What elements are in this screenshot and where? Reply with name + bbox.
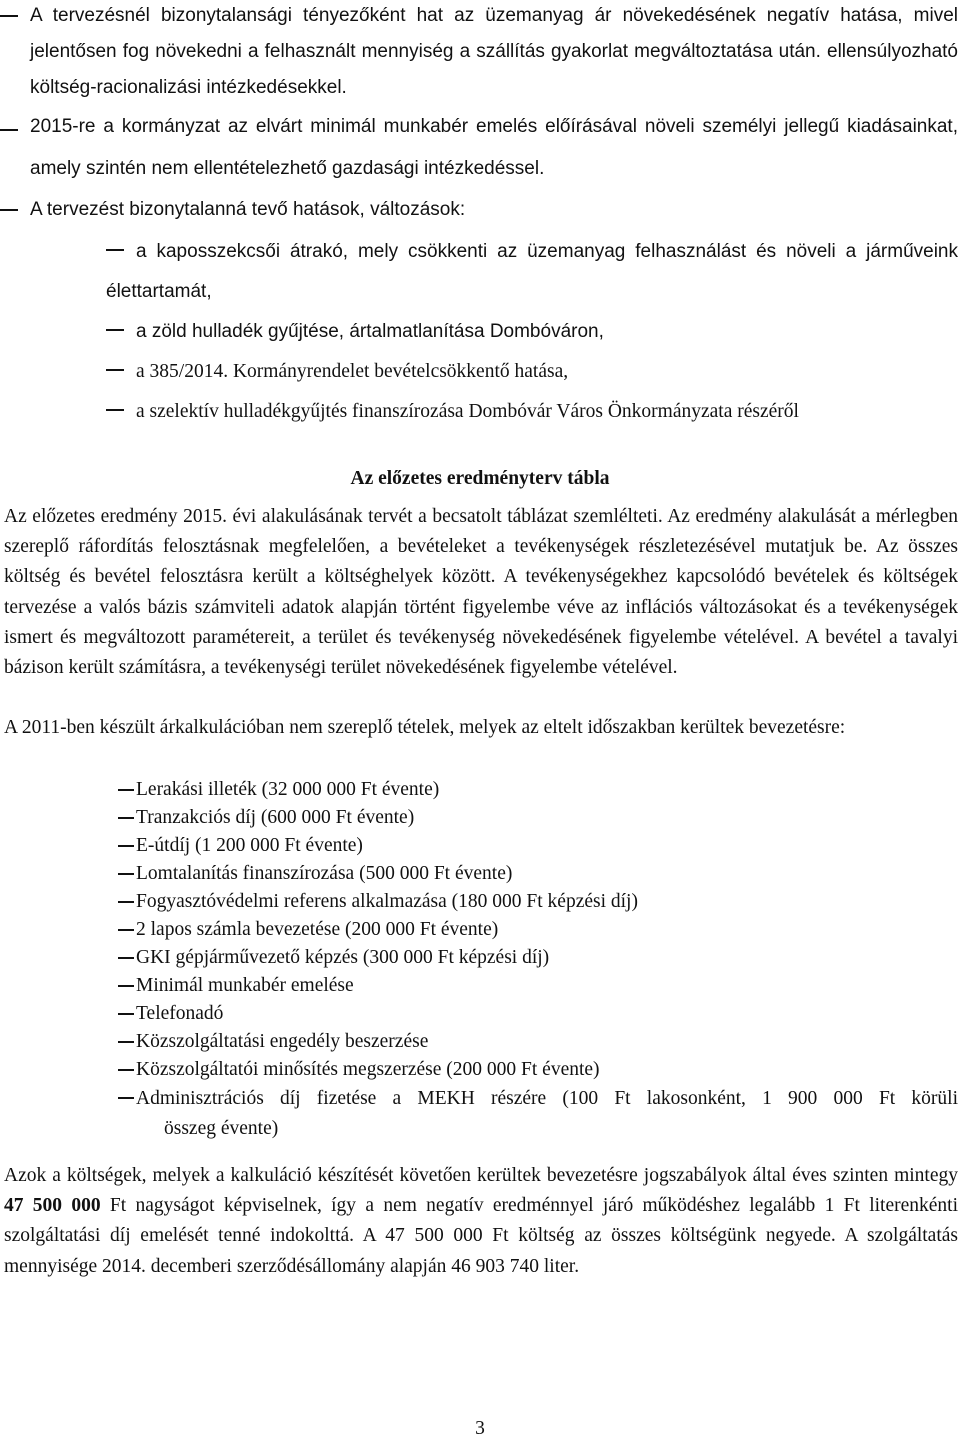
cost-items-list [118, 776, 958, 1140]
list-item [118, 1084, 958, 1140]
dash-marker [118, 1013, 134, 1015]
paragraph-preliminary-result: Az előzetes eredmény 2015. évi alakulásának tervét a becsatolt táblázat szemlélteti. Az eredmény alakulását a mérlegben szereplő ráfordítás felosztásnak megfelelően, a bevételeket a tevékenységek részletezésével mutatjuk be. Az összes költség és bevétel felosztásra került a költséghelyek között. A tevékenységekhez kapcsolódó bevételek és költségek tervezése a valós bázis számviteli adatok alapján történt figyelembe véve az inflációs változásokat és a tevékenységek ismert és megváltozott paramétereit, a terület és tevékenység növekedésének figyelembe vételével. A bevétel a tavalyi bázison került számításra, a tevékenységi terület növekedésének figyelembe vételével. [4, 506, 958, 679]
dash-marker [106, 352, 126, 371]
dash-marker [118, 789, 134, 791]
dash-marker [106, 232, 126, 251]
dash-marker [118, 985, 134, 987]
sub-bullet-text: a kaposszekcsői átrakó, mely csökkenti az üzemanyag felhasználást és növeli a járműveink élettartamát, [106, 241, 958, 302]
paragraph-text: Azok a költségek, melyek a kalkuláció készítését követően kerültek bevezetésre jogszabályok által éves szinten mintegy [4, 1165, 958, 1186]
dash-marker [118, 845, 134, 847]
sub-bullet-text: a szelektív hulladékgyűjtés finanszírozása Dombóvár Város Önkormányzata részéről [136, 401, 799, 422]
bullet-text: 2015-re a kormányzat az elvárt minimál munkabér emelés előírásával növeli személyi jellegű kiadásainkat, amely szintén nem ellentételezhető gazdasági intézkedéssel. [30, 116, 958, 179]
list-item: Lerakási illeték (32 000 000 Ft évente) [118, 776, 958, 804]
page-number: 3 [475, 1418, 485, 1439]
list-item: 2 lapos számla bevezetése (200 000 Ft évente) [118, 916, 958, 944]
list-item: E-útdíj (1 200 000 Ft évente) [118, 832, 958, 860]
sub-bullet-government-decree [106, 352, 958, 392]
dash-marker [118, 901, 134, 903]
paragraph-cost-summary [4, 1161, 958, 1282]
bold-amount: 47 500 000 [4, 1195, 101, 1217]
dash-marker [118, 817, 134, 819]
dash-marker [118, 873, 134, 875]
sub-bullet-selective-collection [106, 392, 958, 432]
list-item: Telefonadó [118, 1000, 958, 1028]
bullet-fuel-price [0, 0, 958, 106]
dash-marker [118, 929, 134, 931]
section-heading: Az előzetes eredményterv tábla [350, 468, 610, 489]
dash-marker [0, 112, 20, 131]
dash-marker [0, 0, 20, 17]
list-item: Lomtalanítás finanszírozása (500 000 Ft évente) [118, 860, 958, 888]
list-item: Közszolgáltatási engedély beszerzése [118, 1028, 958, 1056]
list-item: Minimál munkabér emelése [118, 972, 958, 1000]
list-item: Tranzakciós díj (600 000 Ft évente) [118, 804, 958, 832]
dash-marker [106, 312, 126, 331]
paragraph-text: Ft nagyságot képviselnek, így a nem negatív eredménnyel járó működéshez legalább 1 Ft literenkénti szolgáltatási díj emelését tenné indokolttá. A 47 500 000 Ft költség az összes költségünk negyede. A szolgáltatás mennyisége 2014. decemberi szerződésállomány alapján 46 903 740 liter. [4, 1195, 959, 1277]
list-item: Fogyasztóvédelmi referens alkalmazása (180 000 Ft képzési díj) [118, 888, 958, 916]
paragraph-new-items-intro: A 2011-ben készült árkalkulációban nem szereplő tételek, melyek az eltelt időszakban kerültek bevezetésre: [4, 717, 846, 738]
dash-marker [118, 1097, 134, 1099]
list-item-line: összeg évente) [164, 1118, 279, 1139]
dash-marker [106, 392, 126, 411]
list-item-line: Adminisztrációs díj fizetése a MEKH részére (100 Ft lakosonként, 1 900 000 Ft körüli [136, 1088, 958, 1109]
dash-marker [0, 192, 20, 211]
dash-marker [118, 1041, 134, 1043]
dash-marker [118, 957, 134, 959]
list-item: Közszolgáltatói minősítés megszerzése (200 000 Ft évente) [118, 1056, 958, 1084]
bullet-text: A tervezést bizonytalanná tevő hatások, változások: [30, 199, 466, 220]
list-item: GKI gépjárművezető képzés (300 000 Ft képzési díj) [118, 944, 958, 972]
bullet-uncertainty-factors [0, 192, 958, 228]
sub-bullet-text: a zöld hulladék gyűjtése, ártalmatlanítása Dombóváron, [136, 321, 604, 342]
bullet-minimum-wage [0, 112, 958, 190]
dash-marker [118, 1069, 134, 1071]
sub-bullet-transfer-station [106, 232, 958, 312]
sub-bullet-text: a 385/2014. Kormányrendelet bevételcsökkentő hatása, [136, 361, 569, 382]
bullet-text: A tervezésnél bizonytalansági tényezőként hat az üzemanyag ár növekedésének negatív hatása, mivel jelentősen fog növekedni a felhasznált mennyiség a szállítás gyakorlat megváltoztatása után. ellensúlyozható költség-racionalizási intézkedésekkel. [30, 5, 958, 98]
sub-bullet-green-waste [106, 312, 958, 352]
